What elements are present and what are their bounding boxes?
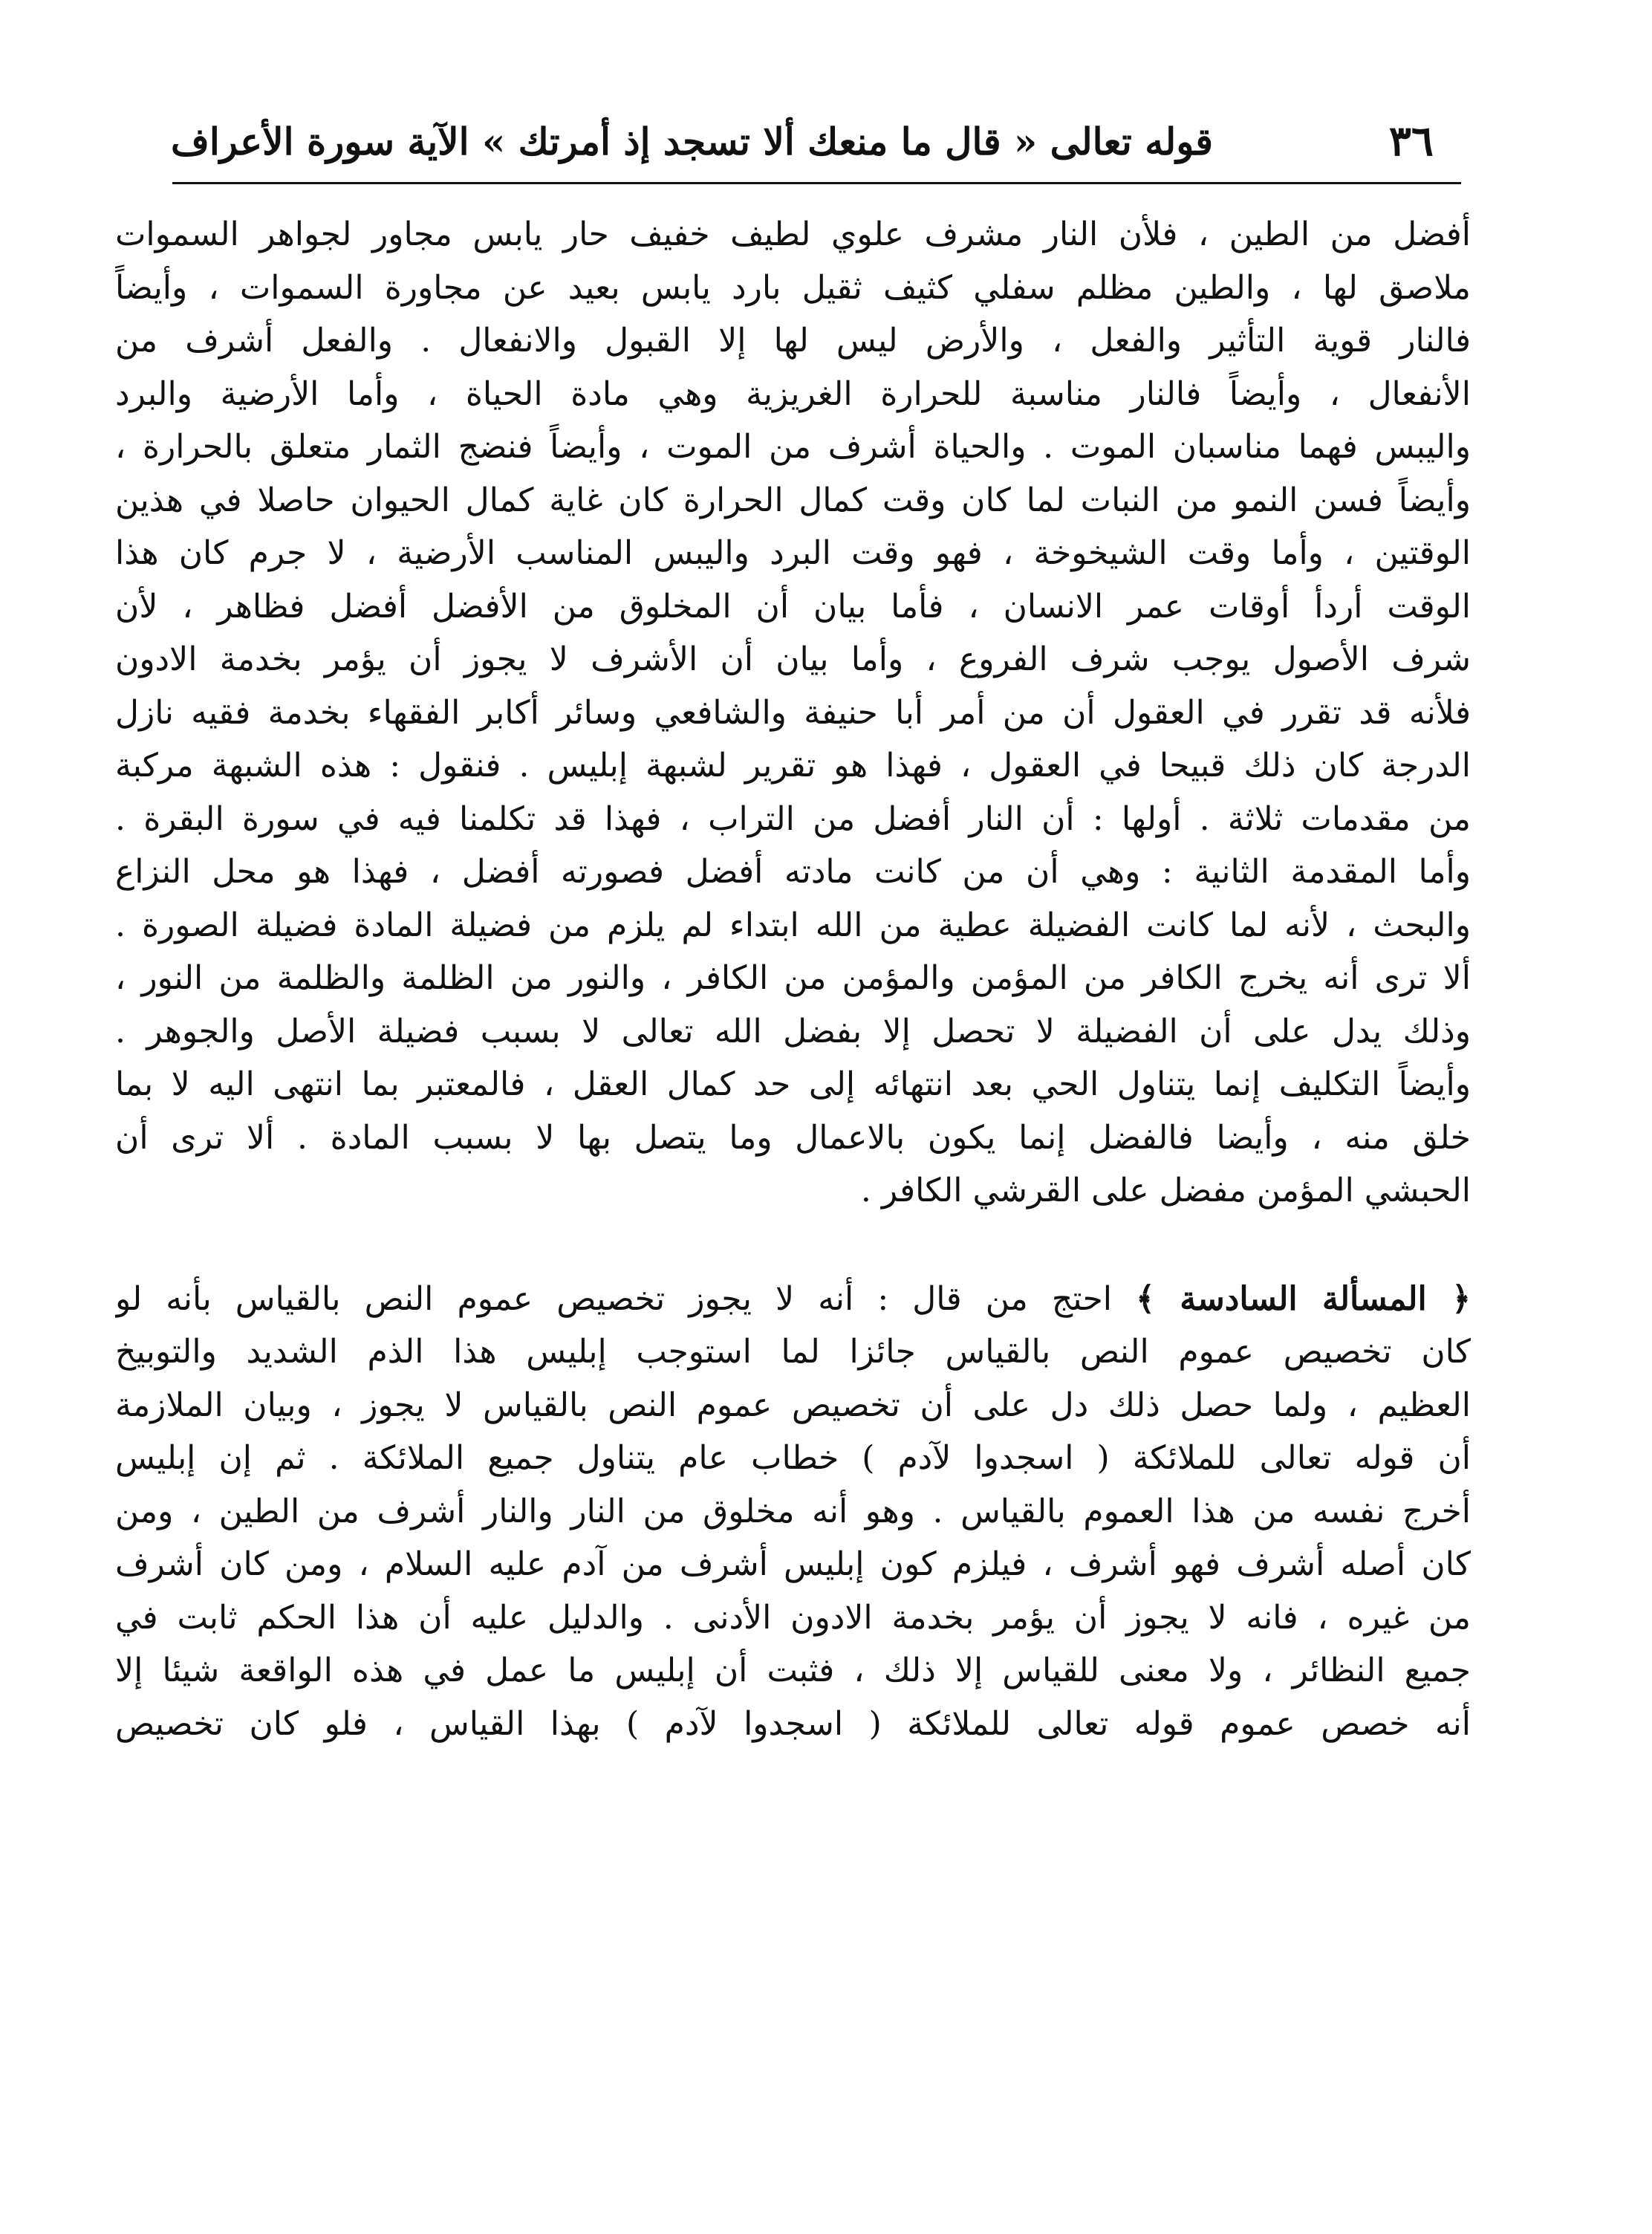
- text-line: أفضل من الطين ، فلأن النار مشرف علوي لطيف خفيف حار يابس مجاور لجواهر السموات: [115, 215, 1471, 253]
- text-line: وأيضاً فسن النمو من النبات لما كان وقت كمال الحرارة كان غاية كمال الحيوان حاصلا في هذين: [115, 481, 1471, 519]
- text-line: ألا ترى أنه يخرج الكافر من المؤمن والمؤمن من الكافر ، والنور من الظلمة والظلمة من النور ،: [115, 959, 1471, 997]
- text-line: الوقتين ، وأما وقت الشيخوخة ، فهو وقت البرد واليبس المناسب الأرضية ، لا جرم كان هذا: [115, 534, 1471, 572]
- text-line: خلق منه ، وأيضا فالفضل إنما يكون بالاعمال وما يتصل بها لا بسبب المادة . ألا ترى أن: [115, 1118, 1471, 1157]
- text-line: واليبس فهما مناسبان الموت . والحياة أشرف من الموت ، وأيضاً فنضج الثمار متعلق بالحرارة ،: [115, 428, 1471, 466]
- text-line: شرف الأصول يوجب شرف الفروع ، وأما بيان أن الأشرف لا يجوز أن يؤمر بخدمة الادون: [115, 640, 1471, 678]
- header-rule: [172, 182, 1461, 184]
- paragraph-2: [115, 1273, 1471, 1751]
- text-line: وذلك يدل على أن الفضيلة لا تحصل إلا بفضل الله تعالى لا بسبب فضيلة الأصل والجوهر .: [115, 1012, 1471, 1051]
- text-line: جميع النظائر ، ولا معنى للقياس إلا ذلك ، فثبت أن إبليس ما عمل في هذه الواقعة شيئا إلا: [115, 1652, 1471, 1689]
- paragraph-gap: [115, 1218, 1471, 1273]
- text-line: ملاصق لها ، والطين مظلم سفلي كثيف ثقيل بارد يابس بعيد عن مجاورة السموات ، وأيضاً: [115, 268, 1471, 307]
- text-line: كان تخصيص عموم النص بالقياس جائزا لما استوجب إبليس هذا الذم الشديد والتوبيخ: [115, 1333, 1471, 1371]
- text-line: فالنار قوية التأثير والفعل ، والأرض ليس لها إلا القبول والانفعال . والفعل أشرف من: [115, 322, 1471, 360]
- text-line-rest: احتج من قال : أنه لا يجوز تخصيص عموم النص بالقياس بأنه لو: [115, 1279, 1112, 1318]
- text-line: أن قوله تعالى للملائكة ( اسجدوا لآدم ) خطاب عام يتناول جميع الملائكة . ثم إن إبليس: [115, 1439, 1471, 1477]
- text-line: الوقت أردأ أوقات عمر الانسان ، فأما بيان أن المخلوق من الأفضل أفضل فظاهر ، لأن: [115, 587, 1471, 626]
- text-line: أنه خصص عموم قوله تعالى للملائكة ( اسجدوا لآدم ) بهذا القياس ، فلو كان تخصيص: [115, 1704, 1471, 1743]
- text-line: الحبشي المؤمن مفضل على القرشي الكافر .: [860, 1172, 1471, 1209]
- body-text: [115, 208, 1471, 1750]
- text-line: العظيم ، ولما حصل ذلك دل على أن تخصيص عموم النص بالقياس لا يجوز ، وبيان الملازمة: [115, 1386, 1471, 1424]
- text-line: الأنفعال ، وأيضاً فالنار مناسبة للحرارة الغريزية وهي مادة الحياة ، وأما الأرضية والبرد: [115, 374, 1471, 413]
- text-line: وأيضاً التكليف إنما يتناول الحي بعد انتهائه إلى حد كمال العقل ، فالمعتبر بما انتهى اليه لا بما: [115, 1065, 1471, 1103]
- text-line: [115, 1273, 1471, 1326]
- text-line: أخرج نفسه من هذا العموم بالقياس . وهو أنه مخلوق من النار والنار أشرف من الطين ، ومن: [115, 1492, 1471, 1530]
- text-line: من مقدمات ثلاثة . أولها : أن النار أفضل من التراب ، فهذا قد تكلمنا فيه في سورة البقرة .: [115, 799, 1471, 838]
- text-line: فلأنه قد تقرر في العقول أن من أمر أبا حنيفة والشافعي وسائر أكابر الفقهاء بخدمة فقيه نازل: [115, 693, 1471, 732]
- text-line: كان أصله أشرف فهو أشرف ، فيلزم كون إبليس أشرف من آدم عليه السلام ، ومن كان أشرف: [115, 1545, 1471, 1583]
- paragraph-1: [115, 208, 1471, 1218]
- text-line: من غيره ، فانه لا يجوز أن يؤمر بخدمة الادون الأدنى . والدليل عليه أن هذا الحكم ثابت في: [115, 1598, 1471, 1637]
- text-line: والبحث ، لأنه لما كانت الفضيلة عطية من الله ابتداء لم يلزم من فضيلة المادة فضيلة الصورة .: [115, 906, 1471, 944]
- running-head: قوله تعالى « قال ما منعك ألا تسجد إذ أمرتك » الآية سورة الأعراف: [171, 119, 1214, 163]
- text-line: الدرجة كان ذلك قبيحا في العقول ، فهذا هو تقرير لشبهة إبليس . فنقول : هذه الشبهة مركبة: [115, 747, 1471, 785]
- section-title: ﴿ المسألة السادسة ﴾: [1136, 1279, 1471, 1318]
- text-line: وأما المقدمة الثانية : وهي أن من كانت مادته أفضل فصورته أفضل ، فهذا هو محل النزاع: [115, 853, 1471, 891]
- page-number: ٣٦: [1388, 117, 1434, 166]
- page-header: [171, 108, 1463, 175]
